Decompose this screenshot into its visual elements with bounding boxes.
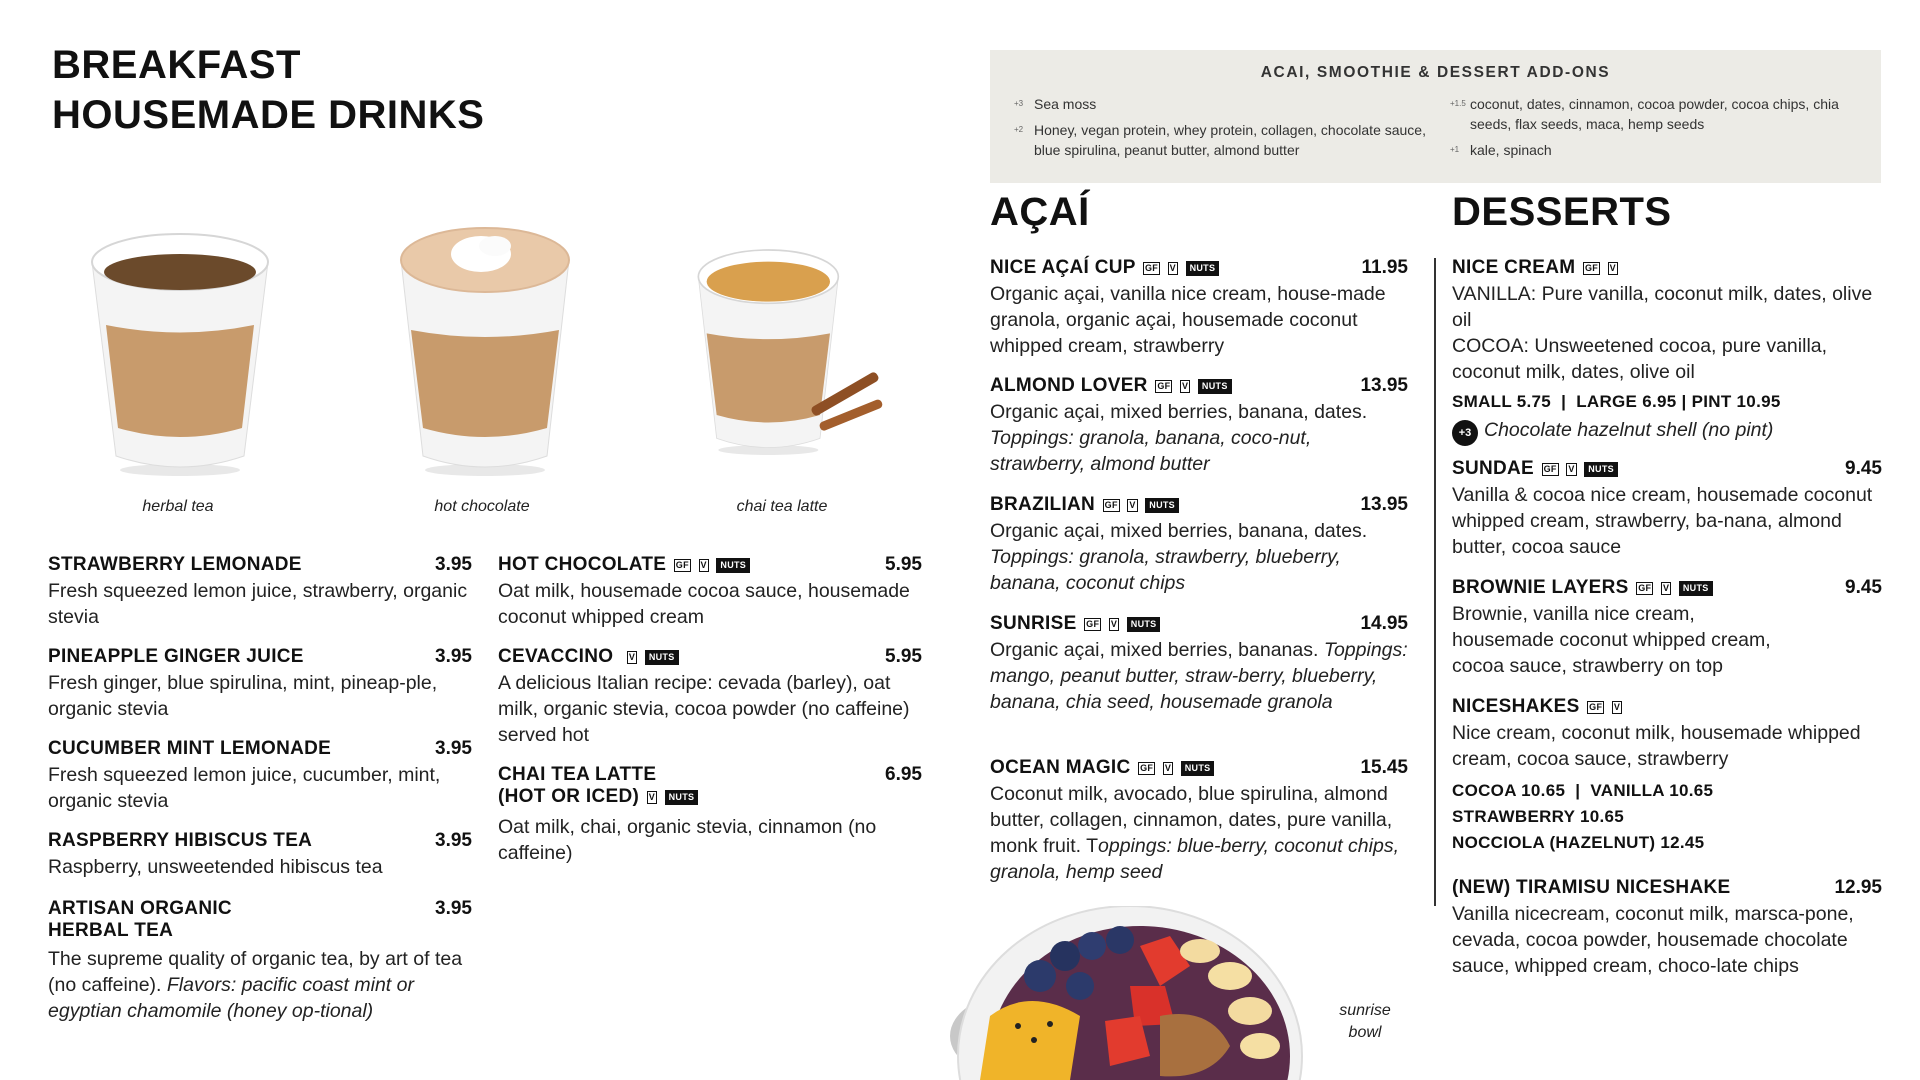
menu-item [990,375,1408,477]
item-description: Organic açai, vanilla nice cream, house-made granola, organic açai, housemade coconut whipped cream, strawberry [990,283,1386,357]
shake-prices-line-3: NOCCIOLA (HAZELNUT) 12.45 [1452,833,1705,852]
item-price: 3.95 [435,554,472,575]
addon-text: coconut, dates, cinnamon, cocoa powder, cocoa chips, chia seeds, flax seeds, maca, hemp seeds [1470,96,1839,132]
nuts-tag: NUTS [1145,498,1179,513]
item-name-row [990,375,1408,397]
nuts-tag: NUTS [665,790,699,805]
item-price: 3.95 [435,738,472,759]
flavor-description: Unsweetened cocoa, pure vanilla, coconut milk, dates, olive oil [1452,335,1828,383]
addon-text: Chocolate hazelnut shell (no pint) [1484,419,1774,441]
addon-item [1450,94,1870,134]
flavor-label: VANILLA: [1452,283,1537,305]
item-description-vanilla [1452,281,1882,333]
item-description-italic: Flavors: pacific coast mint or egyptian chamomile (honey op-tional) [48,974,414,1022]
v-tag: V [1662,583,1670,593]
gf-tag: GF [1589,702,1603,712]
item-description: Fresh ginger, blue spirulina, mint, pineap-ple, organic stevia [48,672,438,720]
v-tag: V [1164,763,1172,773]
desserts-section-title: DESSERTS [1452,190,1672,234]
item-price: 15.45 [1360,757,1408,778]
nuts-tag: NUTS [1127,617,1161,632]
item-name-row [498,786,922,808]
v-tag: V [1110,619,1118,629]
item-description-text: The supreme quality of organic tea, by art of tea (no caffeine). [48,948,463,996]
item-price: 13.95 [1360,375,1408,396]
menu-item [990,257,1408,359]
flavor-description: Pure vanilla, coconut milk, dates, olive oil [1452,283,1873,331]
item-name: ALMOND LOVER [990,375,1148,396]
item-description [990,399,1408,477]
item-price: 11.95 [1361,257,1408,278]
v-tag: V [648,792,656,802]
item-description: Brownie, vanilla nice cream, housemade coconut whipped cream, cocoa sauce, strawberry on top [1452,603,1771,677]
item-price: 3.95 [435,646,472,667]
photo-caption: herbal tea [142,498,214,515]
item-name-row [1452,458,1882,480]
item-description-text: Coconut milk, avocado, blue spirulina, almond butter, collagen, cinnamon, dates, pure vanilla, monk fruit. T [990,783,1393,857]
item-price: 6.95 [885,764,922,785]
menu-item [990,757,1408,885]
item-name: CEVACCINO [498,646,614,667]
menu-item [990,613,1408,715]
addons-panel [990,50,1881,183]
page-title [52,40,484,140]
item-description [990,518,1408,596]
sunrise-bowl-photo [930,906,1310,1080]
item-name: BROWNIE LAYERS [1452,577,1629,598]
item-description: Vanilla nicecream, coconut milk, marsca-pone, cevada, cocoa powder, housemade chocolate sauce, whipped cream, choco-late chips [1452,903,1854,977]
item-description: Fresh squeezed lemon juice, strawberry, organic stevia [48,580,468,628]
item-name: (NEW) TIRAMISU NICESHAKE [1452,877,1731,898]
bowl-caption [1290,1000,1440,1044]
item-name-row [990,494,1408,516]
page-title-line-1: BREAKFAST [52,43,301,87]
photo-caption: hot chocolate [434,498,530,515]
item-price: 13.95 [1360,494,1408,515]
item-description-text: Organic açai, mixed berries, banana, dates. [990,520,1368,542]
addon-item [1014,120,1446,160]
addon-text: kale, spinach [1470,142,1552,158]
item-name-row [990,257,1408,279]
item-name-row [498,554,922,576]
item-name: PINEAPPLE GINGER JUICE [48,646,304,667]
item-name: CUCUMBER MINT LEMONADE [48,738,332,759]
item-price: 12.95 [1834,877,1882,898]
addon-text: Sea moss [1034,96,1097,112]
item-name: RASPBERRY HIBISCUS TEA [48,830,313,851]
item-description-text: Organic açai, mixed berries, banana, dates. [990,401,1368,423]
item-description: Fresh squeezed lemon juice, cucumber, mint, organic stevia [48,764,441,812]
item-description-italic: Toppings: mango, peanut butter, straw-berry, blueberry, banana, chia seed, housemade granola [990,639,1408,713]
item-description-text: Organic açai, mixed berries, bananas. [990,639,1319,661]
menu-item [48,646,472,722]
herbal-tea-photo [80,220,280,480]
v-tag: V [1568,464,1575,474]
acai-section-title: AÇAÍ [990,190,1090,234]
menu-item [1452,458,1882,560]
gf-tag: GF [1144,263,1159,273]
item-description-italic: Toppings: granola, banana, coco-nut, strawberry, almond butter [990,427,1312,475]
gf-tag: GF [675,560,689,570]
photo-caption: chai tea latte [736,498,828,515]
bowl-caption-line-2: bowl [1348,1024,1382,1041]
item-name-row [990,613,1408,635]
item-price: 9.45 [1845,458,1882,479]
menu-item [498,646,922,748]
addon-price-mark: +1.5 [1450,99,1466,108]
addon-price-mark: +3 [1014,99,1024,108]
flavor-label: COCOA: [1452,335,1529,357]
menu-item [1452,577,1882,679]
gf-tag: GF [1638,583,1652,593]
item-description: A delicious Italian recipe: cevada (barley), oat milk, organic stevia, cocoa powder (no caffeine) served hot [498,672,910,746]
item-name-row [1452,696,1882,718]
item-price: 9.45 [1845,577,1882,598]
item-name-row [1452,577,1882,599]
plus-three-badge: +3 [1452,420,1478,446]
addon-item [1450,140,1870,160]
nuts-tag: NUTS [716,558,750,573]
gf-tag: GF [1157,381,1171,391]
nuts-tag: NUTS [1186,261,1220,276]
item-description: Vanilla & cocoa nice cream, housemade coconut whipped cream, strawberry, ba-nana, almond butter, cocoa sauce [1452,484,1873,558]
menu-item [1452,696,1882,854]
nuts-tag: NUTS [1198,379,1232,394]
item-name-line-2: HERBAL TEA [48,920,174,941]
v-tag: V [1613,702,1621,712]
item-price: 5.95 [885,554,922,575]
nuts-tag: NUTS [1584,462,1618,477]
item-name: BRAZILIAN [990,494,1096,515]
item-name: STRAWBERRY LEMONADE [48,554,302,575]
shake-prices-line-2: STRAWBERRY 10.65 [1452,807,1625,826]
menu-item [498,554,922,630]
nuts-tag: NUTS [1679,581,1713,596]
item-name-line-2: (HOT OR ICED) [498,786,640,807]
column-divider [1434,258,1436,906]
item-description [990,781,1408,885]
item-description: Nice cream, coconut milk, housemade whipped cream, cocoa sauce, strawberry [1452,722,1861,770]
item-name-row [498,646,922,668]
item-description-italic: Toppings: granola, strawberry, blueberry, banana, coconut chips [990,546,1341,594]
item-name: SUNRISE [990,613,1077,634]
item-description-italic: oppings: blue-berry, coconut chips, granola, hemp seed [990,835,1399,883]
addon-item [1014,94,1434,114]
nuts-tag: NUTS [1181,761,1215,776]
chai-tea-latte-photo [685,220,885,480]
menu-item [48,738,472,814]
item-name: NICE CREAM [1452,257,1576,278]
bowl-caption-line-1: sunrise [1339,1002,1391,1019]
item-description: Oat milk, housemade cocoa sauce, housemade coconut whipped cream [498,580,910,628]
item-price: 5.95 [885,646,922,667]
gf-tag: GF [1086,619,1100,629]
v-tag: V [1169,263,1176,273]
menu-item [498,764,922,866]
addon-price-mark: +2 [1014,125,1024,134]
item-price: 3.95 [435,830,472,851]
v-tag: V [700,560,707,570]
item-description: Raspberry, unsweetended hibiscus tea [48,856,383,878]
menu-item [48,898,472,1024]
v-tag: V [1182,381,1189,391]
gf-tag: GF [1584,263,1599,273]
item-name-row [990,757,1408,779]
item-price: 3.95 [435,898,472,919]
item-name: HOT CHOCOLATE [498,554,667,575]
item-description: Oat milk, chai, organic stevia, cinnamon (no caffeine) [498,816,877,864]
item-name-row [1452,257,1882,279]
v-tag: V [628,652,636,662]
nuts-tag: NUTS [645,650,679,665]
item-price: 14.95 [1360,613,1408,634]
menu-item [990,494,1408,596]
menu-item [48,554,472,630]
menu-item [48,830,472,880]
addon-line [1452,417,1882,446]
page-title-line-2: HOUSEMADE DRINKS [52,93,485,137]
item-name-line-1: ARTISAN ORGANIC [48,898,232,919]
v-tag: V [1129,500,1136,510]
item-name-line-1: CHAI TEA LATTE [498,764,657,785]
menu-item [1452,257,1882,446]
item-name: NICESHAKES [1452,696,1580,717]
gf-tag: GF [1543,464,1557,474]
item-name: NICE AÇAÍ CUP [990,257,1136,278]
addon-price-mark: +1 [1450,145,1460,154]
gf-tag: GF [1104,500,1118,510]
gf-tag: GF [1140,763,1154,773]
hot-chocolate-photo [385,220,585,480]
item-description [990,637,1408,715]
size-prices: SMALL 5.75 | LARGE 6.95 | PINT 10.95 [1452,392,1781,411]
item-name: SUNDAE [1452,458,1535,479]
addon-text: Honey, vegan protein, whey protein, collagen, chocolate sauce, blue spirulina, peanut butter, almond butter [1034,122,1426,158]
item-description [48,946,468,1024]
addons-title: ACAI, SMOOTHIE & DESSERT ADD-ONS [1260,64,1611,81]
shake-prices-line-1: COCOA 10.65 | VANILLA 10.65 [1452,781,1714,800]
menu-item [1452,877,1882,979]
v-tag: V [1609,263,1616,273]
item-description-cocoa [1452,333,1882,385]
item-name: OCEAN MAGIC [990,757,1131,778]
